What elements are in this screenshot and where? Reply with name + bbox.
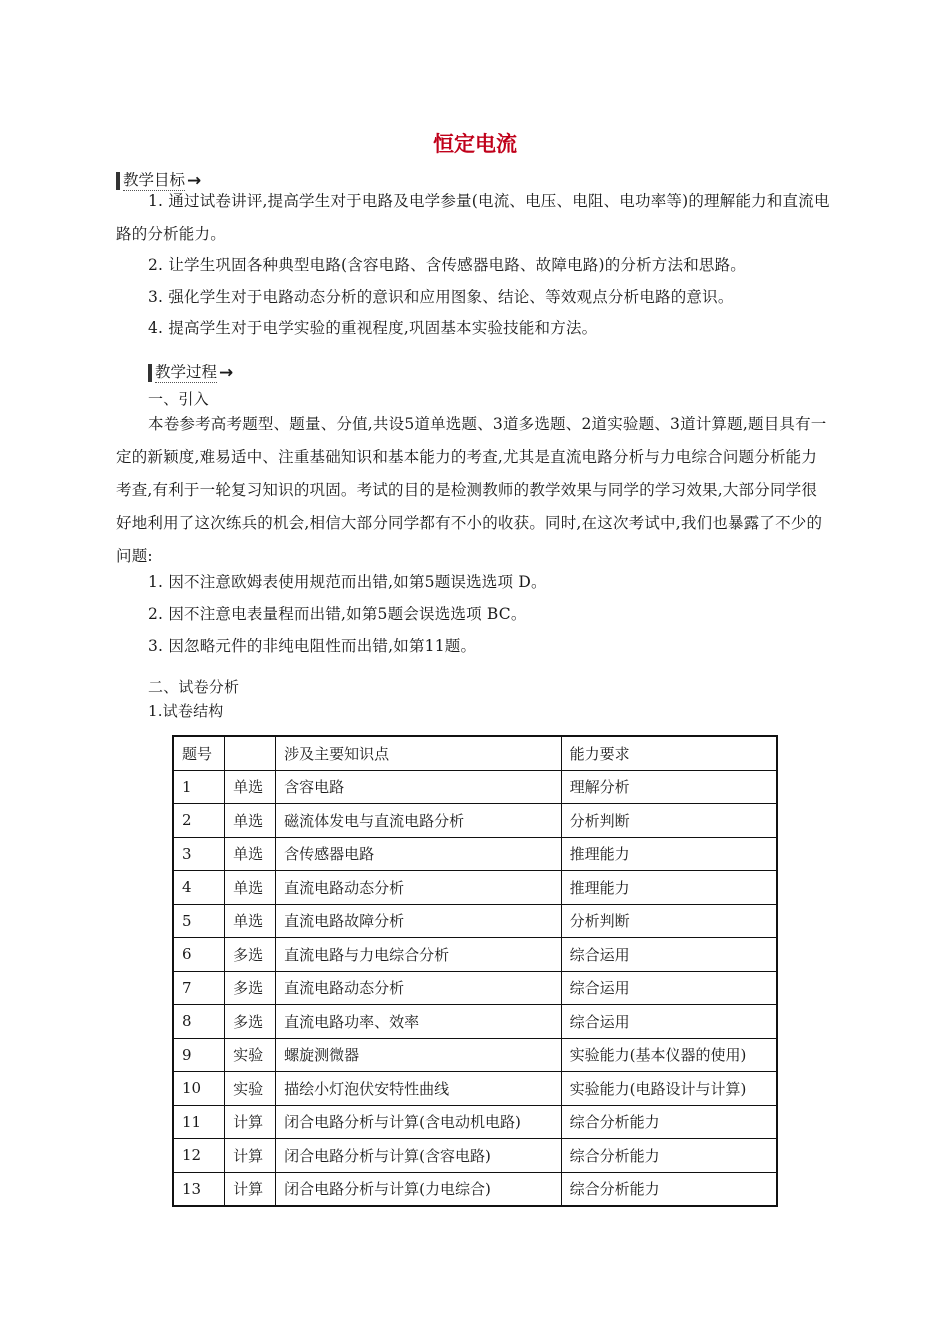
cell-number: 1 xyxy=(173,770,225,804)
heading-bar xyxy=(148,364,152,382)
cell-ability: 分析判断 xyxy=(561,904,777,938)
table-row xyxy=(173,1072,777,1106)
cell-topic: 直流电路动态分析 xyxy=(276,971,561,1005)
cell-type: 多选 xyxy=(225,938,276,972)
cell-ability: 分析判断 xyxy=(561,804,777,838)
cell-type: 计算 xyxy=(225,1139,276,1173)
arrow-right-icon: → xyxy=(187,170,202,191)
table-row xyxy=(173,1105,777,1139)
problem-item-2: 2. 因不注意电表量程而出错,如第5题会误选选项 BC。 xyxy=(148,605,527,623)
table-row xyxy=(173,904,777,938)
header-cell-number: 题号 xyxy=(173,736,225,770)
cell-ability: 推理能力 xyxy=(561,837,777,871)
cell-type: 多选 xyxy=(225,1005,276,1039)
cell-ability: 综合分析能力 xyxy=(561,1172,777,1206)
table-row xyxy=(173,837,777,871)
cell-type: 单选 xyxy=(225,904,276,938)
cell-topic: 直流电路故障分析 xyxy=(276,904,561,938)
cell-ability: 推理能力 xyxy=(561,871,777,905)
header-cell-ability: 能力要求 xyxy=(561,736,777,770)
cell-type: 单选 xyxy=(225,837,276,871)
cell-number: 8 xyxy=(173,1005,225,1039)
cell-ability: 综合分析能力 xyxy=(561,1105,777,1139)
cell-number: 7 xyxy=(173,971,225,1005)
cell-topic: 描绘小灯泡伏安特性曲线 xyxy=(276,1072,561,1106)
cell-type: 单选 xyxy=(225,770,276,804)
objective-item-4: 4. 提高学生对于电学实验的重视程度,巩固基本实验技能和方法。 xyxy=(148,319,598,337)
section-heading-process xyxy=(148,362,233,383)
table-row xyxy=(173,1172,777,1206)
header-cell-type xyxy=(225,736,276,770)
table-row xyxy=(173,1139,777,1173)
table-row xyxy=(173,1038,777,1072)
cell-topic: 螺旋测微器 xyxy=(276,1038,561,1072)
intro-title: 一、引入 xyxy=(148,390,209,408)
cell-topic: 闭合电路分析与计算(力电综合) xyxy=(276,1172,561,1206)
heading-text: 教学目标 xyxy=(123,171,186,189)
table-row xyxy=(173,804,777,838)
cell-type: 计算 xyxy=(225,1105,276,1139)
page-title: 恒定电流 xyxy=(433,132,517,156)
objective-item-2: 2. 让学生巩固各种典型电路(含容电路、含传感器电路、故障电路)的分析方法和思路。 xyxy=(148,256,747,274)
table-row xyxy=(173,1005,777,1039)
cell-number: 3 xyxy=(173,837,225,871)
cell-type: 计算 xyxy=(225,1172,276,1206)
cell-number: 6 xyxy=(173,938,225,972)
cell-number: 12 xyxy=(173,1139,225,1173)
table-row xyxy=(173,938,777,972)
cell-topic: 直流电路功率、效率 xyxy=(276,1005,561,1039)
cell-type: 实验 xyxy=(225,1038,276,1072)
cell-number: 4 xyxy=(173,871,225,905)
table-row xyxy=(173,971,777,1005)
cell-number: 9 xyxy=(173,1038,225,1072)
cell-number: 10 xyxy=(173,1072,225,1106)
cell-topic: 直流电路动态分析 xyxy=(276,871,561,905)
table-row xyxy=(173,871,777,905)
cell-number: 2 xyxy=(173,804,225,838)
cell-number: 11 xyxy=(173,1105,225,1139)
cell-ability: 综合运用 xyxy=(561,1005,777,1039)
cell-number: 5 xyxy=(173,904,225,938)
objective-item-3: 3. 强化学生对于电路动态分析的意识和应用图象、结论、等效观点分析电路的意识。 xyxy=(148,288,734,306)
cell-ability: 理解分析 xyxy=(561,770,777,804)
cell-topic: 闭合电路分析与计算(含电动机电路) xyxy=(276,1105,561,1139)
cell-ability: 实验能力(基本仪器的使用) xyxy=(561,1038,777,1072)
table-row xyxy=(173,770,777,804)
cell-topic: 含容电路 xyxy=(276,770,561,804)
structure-title: 1.试卷结构 xyxy=(148,702,224,720)
problem-item-1: 1. 因不注意欧姆表使用规范而出错,如第5题误选选项 D。 xyxy=(148,573,547,591)
cell-ability: 综合运用 xyxy=(561,938,777,972)
cell-ability: 综合分析能力 xyxy=(561,1139,777,1173)
cell-topic: 含传感器电路 xyxy=(276,837,561,871)
cell-ability: 综合运用 xyxy=(561,971,777,1005)
cell-type: 实验 xyxy=(225,1072,276,1106)
arrow-right-icon: → xyxy=(219,362,234,383)
intro-paragraph: 本卷参考高考题型、题量、分值,共设5道单选题、3道多选题、2道实验题、3道计算题,题目具有一定的新颖度,难易适中、注重基础知识和基本能力的考查,尤其是直流电路分析与力电综合问题分析能力考查,有利于一轮复习知识的巩固。考试的目的是检测教师的教学效果与同学的学习效果,大部分同学很好地利用了这次练兵的机会,相信大部分同学都有不小的收获。同时,在这次考试中,我们也暴露了不少的问题: xyxy=(116,415,827,565)
cell-ability: 实验能力(电路设计与计算) xyxy=(561,1072,777,1106)
heading-text: 教学过程 xyxy=(155,363,218,381)
header-cell-topic: 涉及主要知识点 xyxy=(276,736,561,770)
cell-number: 13 xyxy=(173,1172,225,1206)
cell-topic: 磁流体发电与直流电路分析 xyxy=(276,804,561,838)
cell-topic: 直流电路与力电综合分析 xyxy=(276,938,561,972)
cell-type: 单选 xyxy=(225,871,276,905)
cell-type: 单选 xyxy=(225,804,276,838)
table-header-row xyxy=(173,736,777,770)
cell-topic: 闭合电路分析与计算(含容电路) xyxy=(276,1139,561,1173)
objective-item-1: 1. 通过试卷讲评,提高学生对于电路及电学参量(电流、电压、电阻、电功率等)的理解能力和直流电路的分析能力。 xyxy=(116,192,830,243)
cell-type: 多选 xyxy=(225,971,276,1005)
problem-item-3: 3. 因忽略元件的非纯电阻性而出错,如第11题。 xyxy=(148,637,477,655)
analysis-title: 二、试卷分析 xyxy=(148,678,240,696)
exam-structure-table xyxy=(172,735,778,1207)
